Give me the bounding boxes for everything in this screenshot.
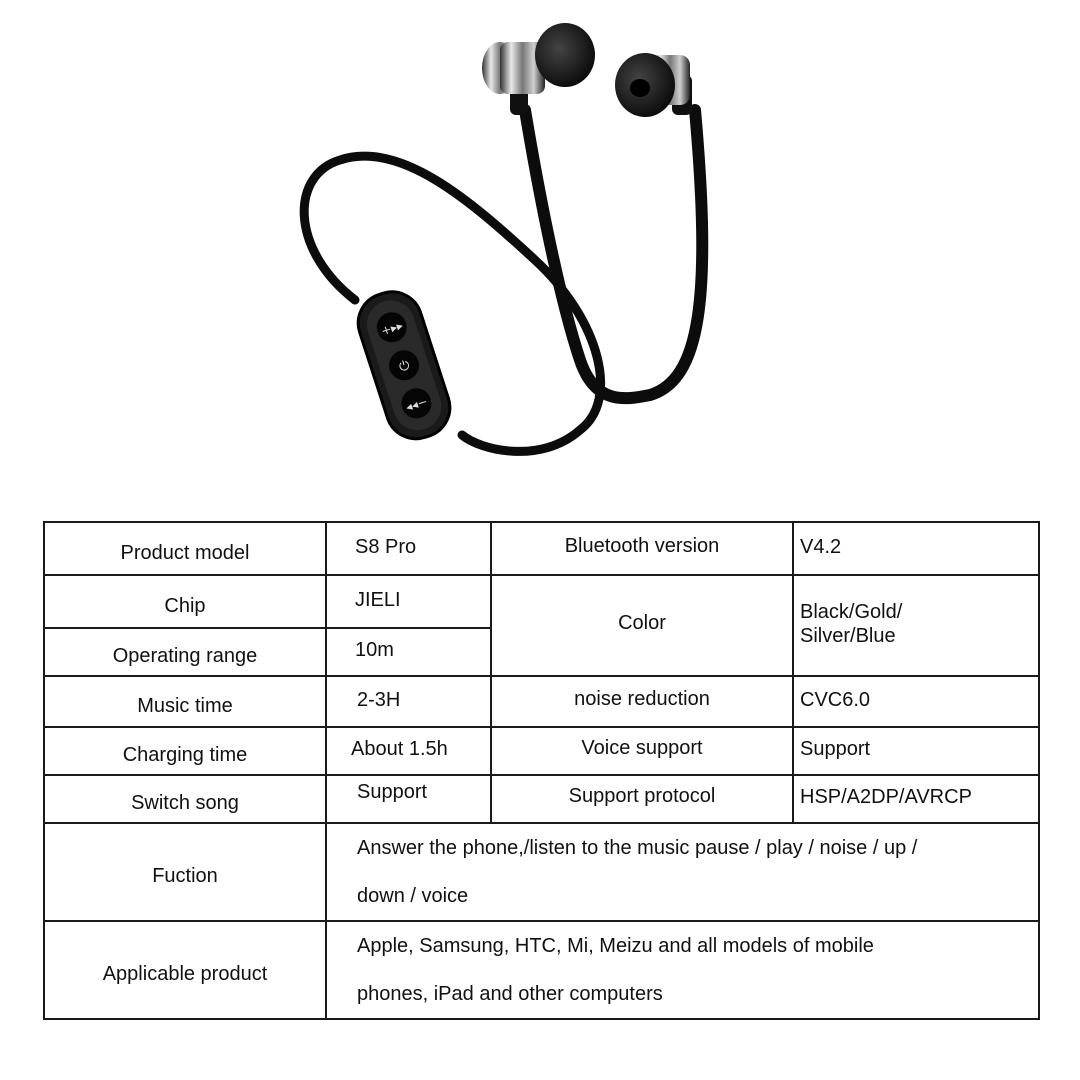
spec-value-bluetooth-version: V4.2 (793, 522, 1039, 575)
spec-value-switch-song: Support (326, 775, 491, 823)
spec-value-chip: JIELI (326, 575, 491, 628)
spec-value-color (793, 575, 1039, 676)
spec-value-product-model: S8 Pro (326, 522, 491, 575)
table-row (44, 676, 1039, 727)
spec-label-support-protocol: Support protocol (491, 775, 793, 823)
spec-table (43, 521, 1040, 1020)
spec-value-music-time: 2-3H (326, 676, 491, 727)
color-line-2: Silver/Blue (800, 624, 896, 647)
table-row (44, 727, 1039, 775)
spec-value-applicable-product (326, 921, 1039, 1019)
spec-value-fuction (326, 823, 1039, 921)
spec-label-switch-song: Switch song (44, 775, 326, 823)
spec-value-voice-support: Support (793, 727, 1039, 775)
spec-label-noise-reduction: noise reduction (491, 676, 793, 727)
earphone-product-image (0, 0, 1080, 500)
spec-label-voice-support: Voice support (491, 727, 793, 775)
spec-label-chip: Chip (44, 575, 326, 628)
svg-text:◂◂−: ◂◂− (404, 394, 430, 415)
svg-text:⏻: ⏻ (397, 358, 412, 376)
spec-value-charging-time: About 1.5h (326, 727, 491, 775)
earbud-icon (615, 53, 692, 117)
spec-label-product-model: Product model (44, 522, 326, 575)
spec-value-operating-range: 10m (326, 628, 491, 676)
svg-text:+▸▸: +▸▸ (379, 318, 405, 339)
spec-value-noise-reduction: CVC6.0 (793, 676, 1039, 727)
applicable-line-1: Apple, Samsung, HTC, Mi, Meizu and all models of mobile (357, 935, 874, 957)
applicable-line-2: phones, iPad and other computers (357, 983, 663, 1005)
table-row (44, 823, 1039, 921)
spec-label-bluetooth-version: Bluetooth version (491, 522, 793, 575)
spec-label-fuction: Fuction (44, 823, 326, 921)
table-row (44, 575, 1039, 628)
spec-value-support-protocol: HSP/A2DP/AVRCP (793, 775, 1039, 823)
table-row (44, 522, 1039, 575)
table-row (44, 921, 1039, 1019)
spec-label-music-time: Music time (44, 676, 326, 727)
fuction-line-2: down / voice (357, 885, 469, 907)
spec-label-charging-time: Charging time (44, 727, 326, 775)
earbud-icon (482, 23, 595, 115)
spec-label-applicable-product: Applicable product (44, 921, 326, 1019)
remote-control-icon (350, 284, 457, 446)
fuction-line-1: Answer the phone,/listen to the music pause / play / noise / up / (357, 837, 918, 859)
color-line-1: Black/Gold/ (800, 600, 903, 623)
table-row (44, 775, 1039, 823)
spec-label-color: Color (491, 575, 793, 676)
spec-label-operating-range: Operating range (44, 628, 326, 676)
